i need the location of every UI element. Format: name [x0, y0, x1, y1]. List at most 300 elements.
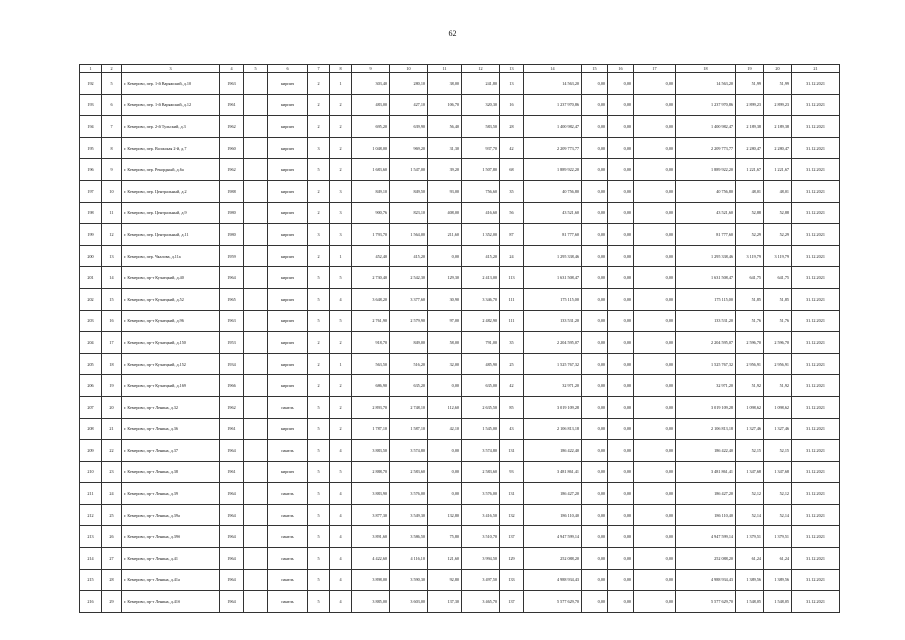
table-cell — [244, 224, 268, 246]
table-cell: 0,00 — [582, 73, 608, 95]
table-cell: 2 899,23 — [764, 94, 792, 116]
table-cell: 2 204 595,07 — [524, 332, 582, 354]
table-cell: 4 — [330, 440, 352, 462]
table-cell: 133 531,20 — [676, 310, 736, 332]
table-cell: 0,00 — [608, 159, 634, 181]
table-cell: 30,90 — [428, 288, 462, 310]
table-cell: 0,00 — [634, 159, 676, 181]
table-cell: 1 525 767,32 — [676, 353, 736, 375]
table-cell — [244, 548, 268, 570]
table-cell: 791,00 — [462, 332, 500, 354]
table-cell: 1965 — [220, 288, 244, 310]
address-cell: г. Кемерово, пер. 2-й Тульский, д.3 — [122, 116, 220, 138]
table-cell — [244, 137, 268, 159]
table-cell: 97,00 — [428, 310, 462, 332]
table-cell: 2 — [330, 94, 352, 116]
table-cell: 0,00 — [608, 461, 634, 483]
table-cell: 5 — [308, 461, 330, 483]
address-cell: г. Кемерово, пер. 1-й Варяжский, д.10 — [122, 73, 220, 95]
table-cell: 31.12.2021 — [792, 137, 840, 159]
table-cell: 13 — [500, 73, 524, 95]
table-cell: 0,00 — [634, 591, 676, 613]
table-row — [80, 288, 840, 310]
table-cell: 0,00 — [428, 375, 462, 397]
address-cell: г. Кемерово, пр-т Кузнецкий, д.96 — [122, 310, 220, 332]
table-cell: 0,00 — [634, 418, 676, 440]
table-cell: 14 — [102, 267, 122, 289]
table-cell: 92,80 — [428, 569, 462, 591]
table-cell: 11 — [102, 202, 122, 224]
table-cell: 4 — [330, 483, 352, 505]
table-cell: 31.12.2021 — [792, 94, 840, 116]
table-cell: 2 — [330, 396, 352, 418]
column-header: 6 — [268, 65, 308, 73]
table-cell: 0,00 — [608, 288, 634, 310]
table-cell: 0,00 — [608, 94, 634, 116]
table-cell: 1 221,67 — [764, 159, 792, 181]
table-cell: кирпич — [268, 332, 308, 354]
table-cell: 31.12.2021 — [792, 396, 840, 418]
table-cell: 2 — [308, 353, 330, 375]
table-cell: 31.12.2021 — [792, 288, 840, 310]
table-cell: 0,00 — [582, 591, 608, 613]
table-cell: 131 — [500, 483, 524, 505]
column-header: 15 — [582, 65, 608, 73]
table-cell: 3 019 109,28 — [524, 396, 582, 418]
table-cell: 52,29 — [736, 224, 764, 246]
table-cell: 1980 — [220, 202, 244, 224]
table-row — [80, 94, 840, 116]
table-cell: 2 899,23 — [736, 94, 764, 116]
address-cell: г. Кемерово, пер. Центральный, д.2 — [122, 180, 220, 202]
table-cell: 25 — [500, 353, 524, 375]
table-cell: 0,00 — [582, 418, 608, 440]
table-cell: 42,10 — [428, 418, 462, 440]
address-cell: г. Кемерово, пр-т Кузнецкий, д.52 — [122, 288, 220, 310]
table-cell — [244, 526, 268, 548]
table-cell: 132 — [500, 504, 524, 526]
table-cell: 0,00 — [582, 548, 608, 570]
table-cell: панель — [268, 569, 308, 591]
table-cell: 1 631 508,47 — [676, 267, 736, 289]
table-cell: 31.12.2021 — [792, 224, 840, 246]
table-cell: 5 — [308, 504, 330, 526]
table-cell: 51,99 — [736, 73, 764, 95]
table-cell: 10 — [102, 180, 122, 202]
address-cell: г. Кемерово, пр-т Ленина, д.41 — [122, 548, 220, 570]
table-cell: 0,00 — [582, 483, 608, 505]
table-cell: 3 898,00 — [352, 569, 390, 591]
table-cell: 215 — [80, 569, 102, 591]
table-cell: 214 — [80, 548, 102, 570]
table-cell: 19 — [102, 375, 122, 397]
table-cell: 2 596,70 — [764, 332, 792, 354]
table-cell: 137 — [500, 526, 524, 548]
column-header: 19 — [736, 65, 764, 73]
table-cell: 211,60 — [428, 224, 462, 246]
table-cell: 0,00 — [428, 440, 462, 462]
table-cell: 1963 — [220, 73, 244, 95]
table-cell: 0,00 — [608, 310, 634, 332]
table-cell: 0,00 — [634, 504, 676, 526]
table-cell: 1 295 338,46 — [676, 245, 736, 267]
table-cell: 26 — [102, 526, 122, 548]
table-cell: 112,60 — [428, 396, 462, 418]
table-cell: 0,00 — [634, 461, 676, 483]
table-cell: 3 119,79 — [736, 245, 764, 267]
table-cell: 641,75 — [736, 267, 764, 289]
table-cell: 0,00 — [608, 483, 634, 505]
table-cell: 3 885,00 — [352, 591, 390, 613]
table-cell: 2 — [308, 116, 330, 138]
table-cell — [244, 116, 268, 138]
table-cell: 3 586,50 — [390, 526, 428, 548]
table-cell: 206 — [80, 375, 102, 397]
table-row — [80, 396, 840, 418]
table-cell: 192 — [80, 73, 102, 95]
table-cell: 0,00 — [634, 202, 676, 224]
address-cell: г. Кемерово, пр-т Кузнецкий, д.150 — [122, 332, 220, 354]
table-cell: 1961 — [220, 418, 244, 440]
table-cell: 31.12.2021 — [792, 353, 840, 375]
table-cell: 0,00 — [634, 94, 676, 116]
table-cell: 38,00 — [428, 73, 462, 95]
table-cell: 20 — [102, 396, 122, 418]
table-cell: 1 548,05 — [736, 591, 764, 613]
table-row — [80, 418, 840, 440]
table-cell: 1 547,00 — [390, 159, 428, 181]
table-cell: 2 583,60 — [462, 461, 500, 483]
table-row — [80, 504, 840, 526]
address-cell: г. Кемерово, пр-т Ленина, д.36 — [122, 418, 220, 440]
table-cell: 2 209 773,77 — [524, 137, 582, 159]
table-row — [80, 202, 840, 224]
table-cell: 3 891,60 — [352, 526, 390, 548]
table-cell: 202 — [80, 288, 102, 310]
table-cell: 5 — [330, 267, 352, 289]
table-cell: 2 413,00 — [462, 267, 500, 289]
table-cell: 563,50 — [352, 353, 390, 375]
table-row — [80, 310, 840, 332]
table-cell: 1964 — [220, 548, 244, 570]
table-cell: 31.12.2021 — [792, 548, 840, 570]
table-cell: 28 — [500, 116, 524, 138]
table-cell: 56,40 — [428, 116, 462, 138]
table-cell: 2 956,91 — [764, 353, 792, 375]
column-header: 3 — [122, 65, 220, 73]
table-cell: 0,00 — [634, 548, 676, 570]
table-cell: 186 427,20 — [524, 483, 582, 505]
table-cell: 516,20 — [390, 353, 428, 375]
table-cell: 0,00 — [582, 267, 608, 289]
table-cell: 129,30 — [428, 267, 462, 289]
table-cell: 0,00 — [608, 418, 634, 440]
table-cell: 2 209 773,77 — [676, 137, 736, 159]
table-cell: 0,00 — [608, 526, 634, 548]
table-cell: 485,90 — [462, 353, 500, 375]
table-cell: 195 — [80, 137, 102, 159]
table-cell: 61,24 — [736, 548, 764, 570]
table-cell: 1964 — [220, 569, 244, 591]
table-cell: 9 — [102, 159, 122, 181]
table-cell: 1964 — [220, 591, 244, 613]
table-cell: 2 — [308, 375, 330, 397]
table-cell: 4 — [330, 288, 352, 310]
table-cell: 199 — [80, 224, 102, 246]
table-cell: кирпич — [268, 94, 308, 116]
column-header: 13 — [500, 65, 524, 73]
table-cell: 23 — [102, 461, 122, 483]
address-cell: г. Кемерово, пер. 1-й Варяжский, д.12 — [122, 94, 220, 116]
table-cell: 1960 — [220, 137, 244, 159]
table-cell — [244, 461, 268, 483]
address-cell: г. Кемерово, пр-т Ленина, д.41б — [122, 591, 220, 613]
table-cell: 0,00 — [634, 245, 676, 267]
table-cell: 3 994,50 — [462, 548, 500, 570]
table-cell: 695,20 — [352, 116, 390, 138]
column-header: 21 — [792, 65, 840, 73]
table-row — [80, 180, 840, 202]
table-cell — [244, 353, 268, 375]
table-row — [80, 137, 840, 159]
address-cell: г. Кемерово, пер. Чкалова, д.11а — [122, 245, 220, 267]
table-cell: 0,00 — [582, 180, 608, 202]
table-cell: 583,50 — [462, 116, 500, 138]
table-cell: 31.12.2021 — [792, 116, 840, 138]
table-cell: 1 545,00 — [462, 418, 500, 440]
table-cell: 43 521,60 — [524, 202, 582, 224]
table-cell: 42 — [500, 137, 524, 159]
table-cell: 25 — [102, 504, 122, 526]
table-cell: 211 — [80, 483, 102, 505]
page-number: 62 — [448, 29, 457, 38]
table-cell: 2 — [330, 332, 352, 354]
table-cell: 1964 — [220, 440, 244, 462]
table-cell: 1 347,68 — [736, 461, 764, 483]
table-cell: 32,00 — [428, 353, 462, 375]
header-row — [80, 65, 840, 73]
table-cell: 204 — [80, 332, 102, 354]
table-cell: 0,00 — [608, 332, 634, 354]
table-cell: 3 346,70 — [462, 288, 500, 310]
table-cell: 252 088,20 — [524, 548, 582, 570]
table-cell: 198 — [80, 202, 102, 224]
table-cell — [244, 310, 268, 332]
table-cell: 2 888,70 — [352, 461, 390, 483]
table-cell: 207 — [80, 396, 102, 418]
table-cell: 4 — [330, 548, 352, 570]
table-cell — [244, 396, 268, 418]
table-cell: 58,00 — [428, 332, 462, 354]
table-cell: 0,00 — [582, 504, 608, 526]
table-cell: 1980 — [220, 224, 244, 246]
table-cell: 849,50 — [390, 180, 428, 202]
table-cell: 1 — [330, 353, 352, 375]
table-cell: 1964 — [220, 483, 244, 505]
table-cell — [244, 591, 268, 613]
table-cell: панель — [268, 440, 308, 462]
table-cell: 1 — [330, 245, 352, 267]
table-cell: 3 — [330, 202, 352, 224]
table-cell: кирпич — [268, 180, 308, 202]
table-cell: 0,00 — [634, 180, 676, 202]
table-cell: 205 — [80, 353, 102, 375]
table-cell: 32 971,20 — [676, 375, 736, 397]
table-cell: 3 497,50 — [462, 569, 500, 591]
table-cell: 43 — [500, 418, 524, 440]
table-cell: 2 — [308, 94, 330, 116]
table-cell: 2 635,50 — [462, 396, 500, 418]
table-cell: 131 — [500, 440, 524, 462]
table-cell — [244, 483, 268, 505]
table-cell: 1 295 338,46 — [524, 245, 582, 267]
table-cell: 3 549,30 — [390, 504, 428, 526]
table-cell: 81 777,60 — [676, 224, 736, 246]
table-cell: 1962 — [220, 116, 244, 138]
table-cell: 0,00 — [582, 353, 608, 375]
table-cell: 39,20 — [428, 159, 462, 181]
table-cell: 5 — [308, 396, 330, 418]
table-cell: 12 — [102, 224, 122, 246]
table-cell — [244, 267, 268, 289]
table-cell: 31.12.2021 — [792, 159, 840, 181]
table-cell: 210 — [80, 461, 102, 483]
table-cell: 31.12.2021 — [792, 375, 840, 397]
address-cell: г. Кемерово, пр-т Ленина, д.37 — [122, 440, 220, 462]
column-header: 4 — [220, 65, 244, 73]
address-cell: г. Кемерово, пр-т Ленина, д.39б — [122, 526, 220, 548]
table-cell — [244, 159, 268, 181]
table-cell: 121,60 — [428, 548, 462, 570]
table-cell: 31.12.2021 — [792, 310, 840, 332]
column-header: 20 — [764, 65, 792, 73]
column-header: 18 — [676, 65, 736, 73]
table-cell: 4 988 934,43 — [524, 569, 582, 591]
table-cell: 75,80 — [428, 526, 462, 548]
table-cell: 52,14 — [764, 504, 792, 526]
table-cell: 0,00 — [582, 440, 608, 462]
table-cell: 1 — [330, 73, 352, 95]
table-cell: 18 — [102, 353, 122, 375]
table-cell: 3 465,70 — [462, 591, 500, 613]
table-cell: 0,00 — [608, 591, 634, 613]
table-cell — [244, 288, 268, 310]
data-table-wrapper — [79, 64, 840, 613]
column-header: 1 — [80, 65, 102, 73]
table-cell: 216 — [80, 591, 102, 613]
table-cell: кирпич — [268, 224, 308, 246]
table-cell: 0,00 — [634, 332, 676, 354]
table-cell: 3 — [330, 224, 352, 246]
table-cell: панель — [268, 548, 308, 570]
table-cell: 5 — [330, 461, 352, 483]
table-cell: 3 481 861,41 — [524, 461, 582, 483]
table-cell — [244, 202, 268, 224]
table-row — [80, 353, 840, 375]
table-cell: 0,00 — [634, 483, 676, 505]
table-cell: 252 088,20 — [676, 548, 736, 570]
table-cell: 0,00 — [428, 483, 462, 505]
table-cell: 3 377,60 — [390, 288, 428, 310]
table-cell: 186 110,40 — [676, 504, 736, 526]
table-cell: 1 889 922,20 — [524, 159, 582, 181]
table-cell: 0,00 — [428, 461, 462, 483]
table-cell: 0,00 — [608, 375, 634, 397]
table-cell: 35 — [500, 180, 524, 202]
column-header: 14 — [524, 65, 582, 73]
table-cell: 56 — [500, 202, 524, 224]
table-cell: 0,00 — [582, 116, 608, 138]
table-cell: 0,00 — [634, 224, 676, 246]
column-header: 17 — [634, 65, 676, 73]
address-cell: г. Кемерово, пр-т Ленина, д.39 — [122, 483, 220, 505]
table-cell: 52,15 — [764, 440, 792, 462]
table-cell: 2 106 813,18 — [524, 418, 582, 440]
table-cell: 0,00 — [582, 375, 608, 397]
table-cell: 24 — [500, 245, 524, 267]
table-cell: 415,20 — [390, 245, 428, 267]
address-cell: г. Кемерово, пр-т Ленина, д.32 — [122, 396, 220, 418]
table-cell: 52,14 — [736, 504, 764, 526]
table-cell: кирпич — [268, 461, 308, 483]
table-cell: 5 — [308, 591, 330, 613]
table-cell: кирпич — [268, 159, 308, 181]
table-cell: 2 748,10 — [390, 396, 428, 418]
table-cell: 8 — [102, 137, 122, 159]
table-cell: 0,00 — [608, 267, 634, 289]
address-cell: г. Кемерово, пр-т Кузнецкий, д.152 — [122, 353, 220, 375]
table-cell: 0,00 — [608, 440, 634, 462]
table-cell: 0,00 — [608, 202, 634, 224]
table-cell: 194 — [80, 116, 102, 138]
table-cell: 31.12.2021 — [792, 504, 840, 526]
table-cell: кирпич — [268, 310, 308, 332]
address-cell: г. Кемерово, пер. Рекордный, д.6а — [122, 159, 220, 181]
table-cell: 0,00 — [608, 73, 634, 95]
table-cell: 3 416,50 — [462, 504, 500, 526]
table-cell: 5 577 629,70 — [524, 591, 582, 613]
table-cell: 51,99 — [764, 73, 792, 95]
table-cell: 52,88 — [736, 202, 764, 224]
table-row — [80, 116, 840, 138]
table-cell — [244, 73, 268, 95]
table-cell: 28 — [102, 569, 122, 591]
table-cell: 2 761,90 — [352, 310, 390, 332]
table-cell: кирпич — [268, 267, 308, 289]
address-cell: г. Кемерово, пер. Центральный, д.11 — [122, 224, 220, 246]
table-cell: 1 221,67 — [736, 159, 764, 181]
table-cell: 1 048,00 — [352, 137, 390, 159]
column-header: 9 — [352, 65, 390, 73]
table-cell: 5 — [308, 483, 330, 505]
table-cell: 1962 — [220, 159, 244, 181]
table-cell: 2 956,91 — [736, 353, 764, 375]
table-cell: 4 947 599,14 — [524, 526, 582, 548]
table-cell: 415,20 — [462, 245, 500, 267]
table-cell: 0,00 — [634, 375, 676, 397]
table-cell: 918,70 — [352, 332, 390, 354]
table-cell: 0,00 — [634, 137, 676, 159]
table-cell: 0,00 — [582, 288, 608, 310]
address-cell: г. Кемерово, пер. Волжская 2-й, д.7 — [122, 137, 220, 159]
table-cell: 3 648,20 — [352, 288, 390, 310]
table-cell: 4 — [330, 569, 352, 591]
table-cell: 5 — [308, 310, 330, 332]
table-cell: 2 482,90 — [462, 310, 500, 332]
table-cell: 31.12.2021 — [792, 440, 840, 462]
table-cell: кирпич — [268, 116, 308, 138]
table-cell: 1 548,05 — [764, 591, 792, 613]
